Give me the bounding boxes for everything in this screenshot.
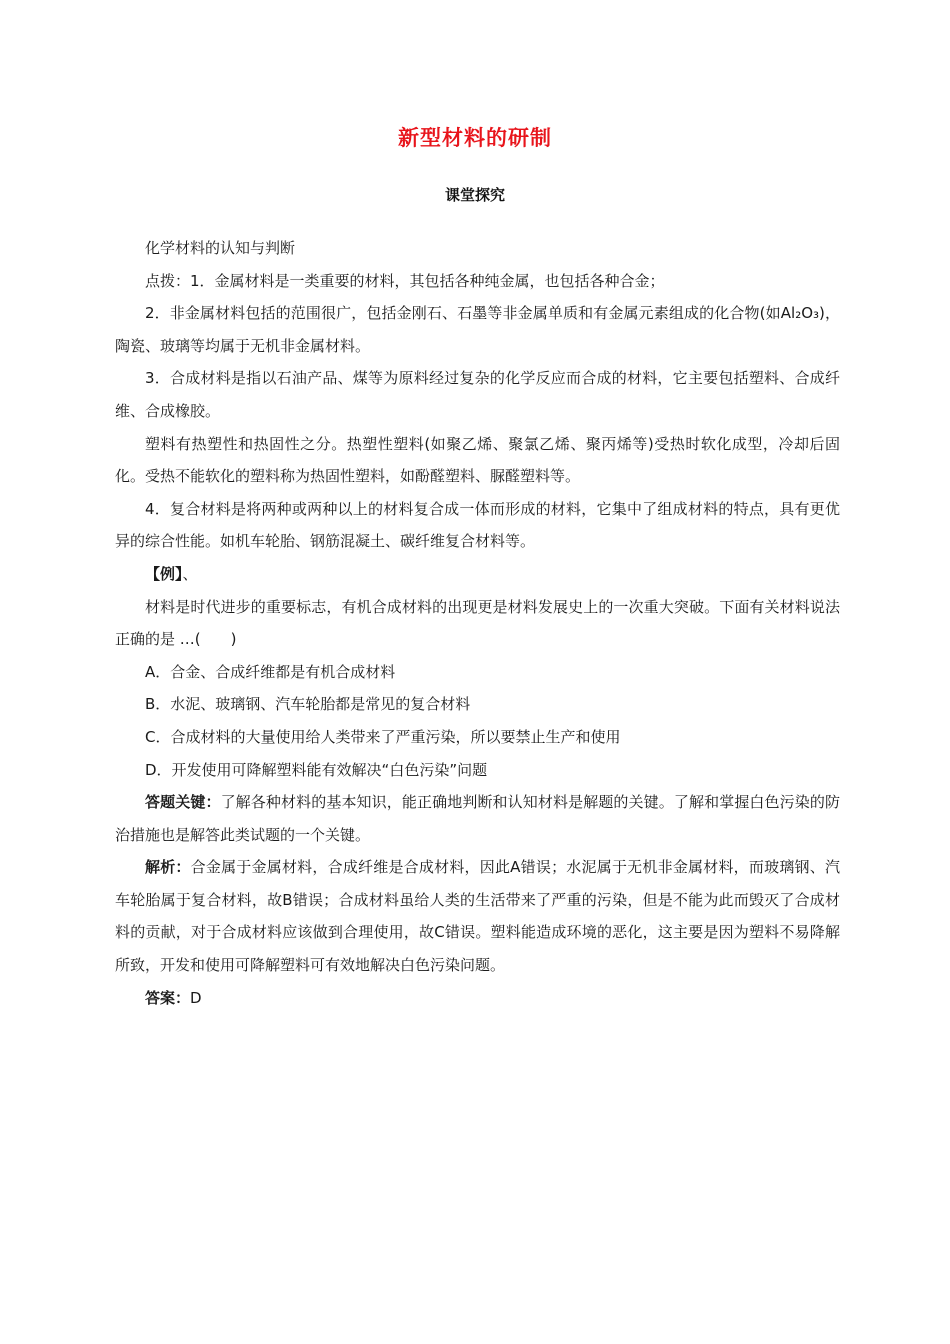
option-b: B．水泥、玻璃钢、汽车轮胎都是常见的复合材料 <box>145 695 471 714</box>
example-heading <box>115 558 840 591</box>
section-subtitle: 课堂探究 <box>444 186 505 204</box>
answer-paragraph <box>115 982 840 1015</box>
example-suffix: 、 <box>182 564 198 583</box>
analysis-label: 解析： <box>145 858 191 877</box>
key-label: 答题关键： <box>145 793 221 812</box>
hint-paragraph-3: 3．合成材料是指以石油产品、煤等为原料经过复杂的化学反应而合成的材料，它主要包括塑料、合成纤维、合成橡胶。 <box>115 369 840 420</box>
example-label: 【例】 <box>145 564 183 583</box>
hint-paragraph-4: 塑料有热塑性和热固性之分。热塑性塑料(如聚乙烯、聚氯乙烯、聚丙烯等)受热时软化成型，冷却后固化。受热不能软化的塑料称为热固性塑料，如酚醛塑料、脲醛塑料等。 <box>115 434 840 486</box>
key-paragraph <box>115 786 840 851</box>
example-question: 材料是时代进步的重要标志，有机合成材料的出现更是材料发展史上的一次重大突破。下面有关材料说法正确的是 …( ) <box>115 597 840 649</box>
hint-paragraph-5: 4．复合材料是将两种或两种以上的材料复合成一体而形成的材料，它集中了组成材料的特点，具有更优异的综合性能。如机车轮胎、钢筋混凝土、碳纤维复合材料等。 <box>115 499 840 551</box>
topic-heading: 化学材料的认知与判断 <box>145 239 296 257</box>
answer-value: D <box>190 988 202 1007</box>
option-a: A．合金、合成纤维都是有机合成材料 <box>145 662 396 681</box>
key-text: 了解各种材料的基本知识，能正确地判断和认知材料是解题的关键。了解和掌握白色污染的防治措施也是解答此类试题的一个关键。 <box>115 793 840 844</box>
hint-paragraph-1 <box>115 265 840 298</box>
option-d: D．开发使用可降解塑料能有效解决“白色污染”问题 <box>145 760 488 779</box>
analysis-text: 合金属于金属材料，合成纤维是合成材料，因此A错误；水泥属于无机非金属材料，而玻璃钢、汽车轮胎属于复合材料，故B错误；合成材料虽给人类的生活带来了严重的污染，但是不能为此而毁灭了合成材料的贡献，对于合成材料应该做到合理使用，故C错误。塑料能造成环境的恶化，这主要是因为塑料不易降解所致，开发和使用可降解塑料可有效地解决白色污染问题。 <box>115 858 840 975</box>
hint-paragraph-2: 2．非金属材料包括的范围很广，包括金刚石、石墨等非金属单质和有金属元素组成的化合物(如Al₂O₃)，陶瓷、玻璃等均属于无机非金属材料。 <box>115 304 840 355</box>
document-body <box>115 232 840 1014</box>
hint-label: 点拨： <box>145 271 191 290</box>
option-c: C．合成材料的大量使用给人类带来了严重污染，所以要禁止生产和使用 <box>145 727 621 746</box>
analysis-paragraph <box>115 851 840 981</box>
page-title: 新型材料的研制 <box>398 126 552 150</box>
answer-label: 答案： <box>145 988 191 1007</box>
hint-text-1: 1．金属材料是一类重要的材料，其包括各种纯金属，也包括各种合金； <box>190 271 665 290</box>
